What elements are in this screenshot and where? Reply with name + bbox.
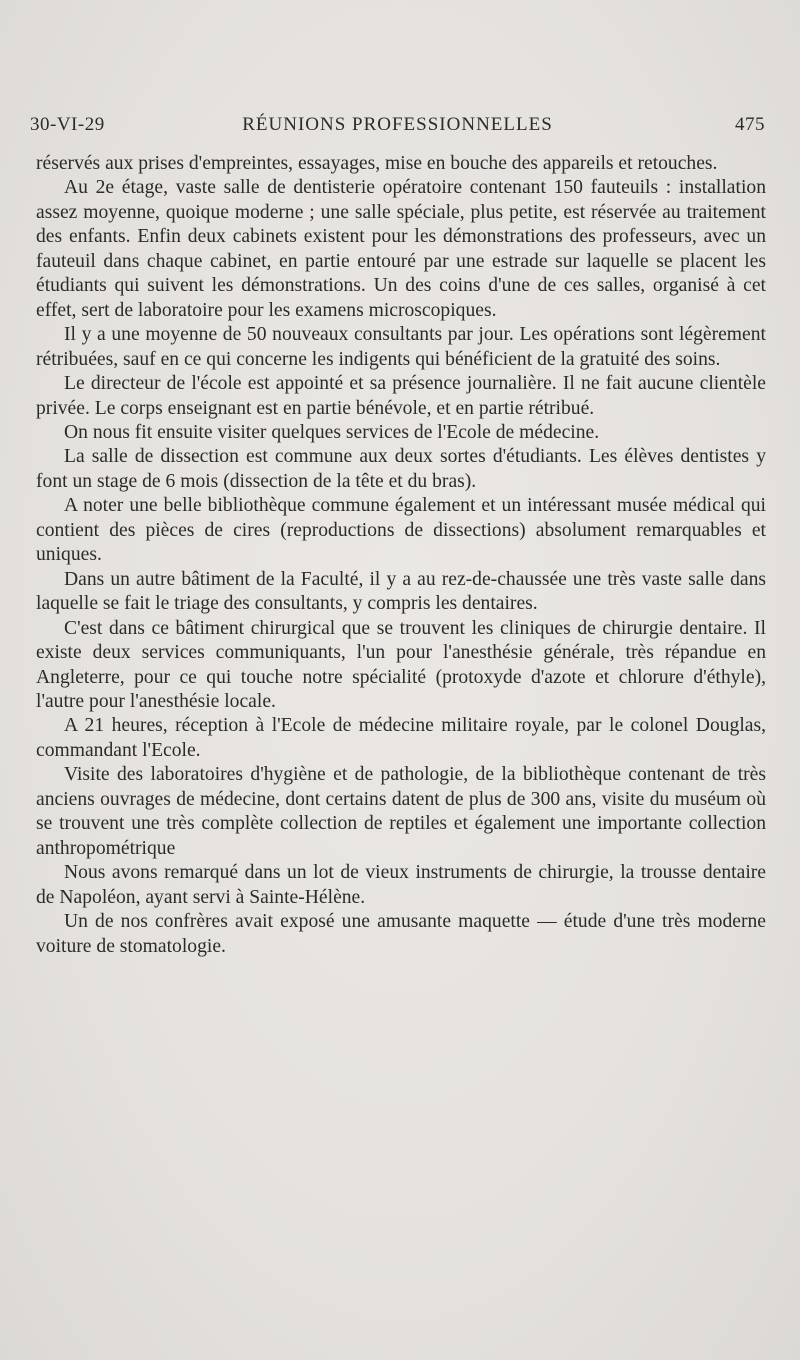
paragraph-12: Nous avons remarqué dans un lot de vieux instruments de chirurgie, la trousse dentaire de Napoléon, ayant servi à Sainte-Hélène.: [36, 862, 766, 908]
paragraph-10: A 21 heures, réception à l'Ecole de médecine militaire royale, par le colonel Douglas, commandant l'Ecole.: [36, 715, 766, 761]
paragraph-2: Au 2e étage, vaste salle de dentisterie opératoire contenant 150 fauteuils : installation assez moyenne, quoique moderne ; une salle spéciale, plus petite, est réservée au traitement des enfants. Enfin deux cabinets existent pour les démonstrations des professeurs, avec un fauteuil dans chaque cabinet, en partie entouré par une estrade sur laquelle se placent les étudiants qui suivent les démonstrations. Un des coins d'une de ces salles, organisé à cet effet, sert de laboratoire pour les examens microscopiques.: [36, 177, 766, 321]
header-date: 30-VI-29: [30, 114, 105, 135]
paragraph-1: réservés aux prises d'empreintes, essayages, mise en bouche des appareils et retouches.: [36, 153, 718, 174]
paragraph-9: C'est dans ce bâtiment chirurgical que se trouvent les cliniques de chirurgie dentaire. Il existe deux services communiquants, l'un pour l'anesthésie générale, très répandue en Angleterre, pour ce qui touche notre spécialité (protoxyde d'azote et chlorure d'éthyle), l'autre pour l'anesthésie locale.: [36, 617, 766, 712]
body-text: [36, 152, 766, 959]
paragraph-13: Un de nos confrères avait exposé une amusante maquette — étude d'une très moderne voiture de stomatologie.: [36, 911, 766, 957]
paragraph-3: Il y a une moyenne de 50 nouveaux consultants par jour. Les opérations sont légèrement rétribuées, sauf en ce qui concerne les indigents qui bénéficient de la gratuité des soins.: [36, 324, 766, 370]
paragraph-8: Dans un autre bâtiment de la Faculté, il y a au rez-de-chaussée une très vaste salle dans laquelle se fait le triage des consultants, y compris les dentaires.: [36, 568, 766, 615]
running-header: [30, 114, 765, 140]
paragraph-11: Visite des laboratoires d'hygiène et de pathologie, de la bibliothèque contenant de très anciens ouvrages de médecine, dont certains datent de plus de 300 ans, visite du muséum où se trouvent une très complète collection de reptiles et également une importante collection anthropométrique: [36, 764, 766, 859]
header-title: RÉUNIONS PROFESSIONNELLES: [242, 114, 553, 135]
paragraph-7: A noter une belle bibliothèque commune également et un intéressant musée médical qui contient des pièces de cires (reproductions de dissections) absolument remarquables et uniques.: [36, 495, 766, 566]
paragraph-4: Le directeur de l'école est appointé et sa présence journalière. Il ne fait aucune clientèle privée. Le corps enseignant est en partie bénévole, et en partie rétribué.: [36, 373, 766, 419]
page-number: 475: [735, 114, 765, 135]
paragraph-6: La salle de dissection est commune aux deux sortes d'étudiants. Les élèves dentistes y font un stage de 6 mois (dissection de la tête et du bras).: [36, 446, 766, 492]
paragraph-5: On nous fit ensuite visiter quelques services de l'Ecole de médecine.: [64, 421, 600, 443]
